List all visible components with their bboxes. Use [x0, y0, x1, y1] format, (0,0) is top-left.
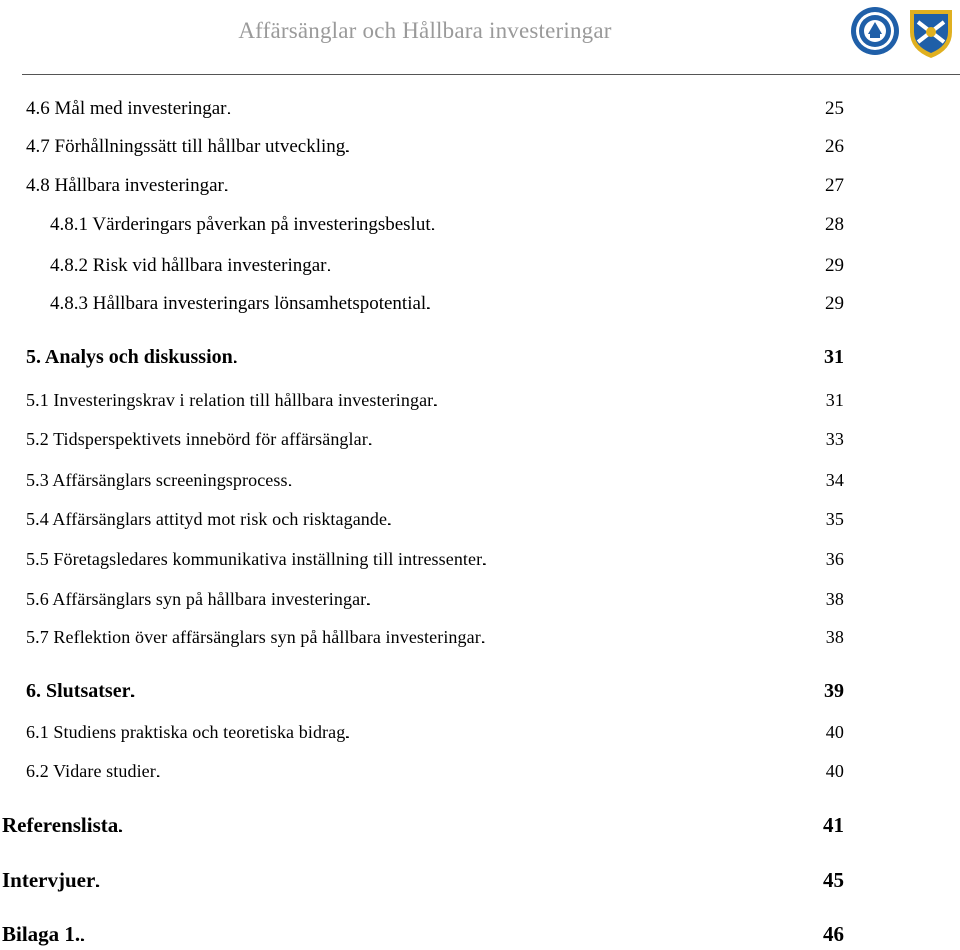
toc-leader-dots: [427, 292, 824, 318]
university-seal-icon: [851, 7, 899, 55]
toc-entry[interactable]: [26, 388, 844, 412]
toc-entry-page: 41: [823, 813, 844, 837]
toc-leader-dots: [131, 679, 823, 706]
toc-entry-page: 34: [825, 470, 844, 490]
toc-entry[interactable]: [26, 587, 844, 611]
toc-leader-dots: [482, 625, 825, 652]
toc-entry-label: Intervjuer: [2, 868, 96, 892]
toc-leader-dots: [81, 922, 822, 950]
toc-leader-dots: [432, 213, 824, 239]
toc-entry[interactable]: [26, 97, 844, 121]
toc-leader-dots: [119, 813, 822, 841]
toc-entry-label: 5.2 Tidsperspektivets innebörd för affärsänglar: [26, 429, 368, 449]
toc-leader-dots: [367, 587, 825, 614]
toc-entry[interactable]: [26, 679, 844, 703]
toc-entry-page: 29: [825, 293, 844, 314]
toc-entry-label: 4.8 Hållbara investeringar: [26, 175, 224, 196]
toc-entry-page: 28: [825, 214, 844, 235]
toc-leader-dots: [369, 427, 825, 454]
toc-leader-dots: [289, 468, 825, 495]
toc-entry[interactable]: [2, 813, 844, 837]
toc-entry-label: 6.2 Vidare studier: [26, 761, 156, 781]
toc-leader-dots: [96, 868, 822, 896]
toc-leader-dots: [157, 759, 825, 786]
toc-entry[interactable]: [26, 174, 844, 198]
toc-entry-label: 4.7 Förhållningssätt till hållbar utveckling: [26, 136, 346, 157]
toc-entry[interactable]: [26, 720, 844, 744]
toc-leader-dots: [388, 507, 825, 534]
toc-entry-page: 38: [825, 627, 844, 647]
toc-entry[interactable]: [26, 507, 844, 531]
toc-entry-label: 5.6 Affärsänglars syn på hållbara investeringar: [26, 589, 367, 609]
toc-entry-label: 5.7 Reflektion över affärsänglars syn på hållbara investeringar: [26, 627, 481, 647]
toc-entry-page: 25: [825, 98, 844, 119]
toc-entry[interactable]: [26, 759, 844, 783]
toc-entry-label: 5.1 Investeringskrav i relation till hållbara investeringar: [26, 390, 434, 410]
toc-entry[interactable]: [2, 922, 844, 946]
toc-entry-label: Referenslista: [2, 813, 119, 837]
toc-leader-dots: [234, 345, 823, 372]
toc-entry-page: 38: [825, 589, 844, 609]
toc-entry[interactable]: [2, 868, 844, 892]
toc-entry-label: 5.4 Affärsänglars attityd mot risk och risktagande: [26, 509, 388, 529]
toc-leader-dots: [346, 135, 824, 161]
toc-entry[interactable]: [26, 135, 844, 159]
toc-entry-label: 5.5 Företagsledares kommunikativa inställning till intressenter: [26, 549, 483, 569]
toc-entry[interactable]: [26, 625, 844, 649]
toc-leader-dots: [225, 174, 824, 200]
toc-leader-dots: [434, 388, 825, 415]
toc-entry[interactable]: [50, 213, 844, 237]
toc-entry-page: 26: [825, 136, 844, 157]
toc-entry-label: 5. Analys och diskussion: [26, 346, 233, 368]
toc-entry-label: 4.8.2 Risk vid hållbara investeringar: [50, 255, 327, 276]
toc-entry-page: 40: [825, 761, 844, 781]
toc-entry-page: 31: [825, 390, 844, 410]
toc-entry[interactable]: [50, 254, 844, 278]
toc-entry[interactable]: [26, 345, 844, 369]
toc-entry-page: 45: [823, 868, 844, 892]
toc-entry-label: 6.1 Studiens praktiska och teoretiska bidrag: [26, 722, 346, 742]
toc-entry[interactable]: [50, 292, 844, 316]
toc-entry-label: 5.3 Affärsänglars screeningsprocess: [26, 470, 288, 490]
toc-leader-dots: [228, 97, 824, 123]
toc-entry-page: 39: [824, 680, 844, 702]
toc-entry-label: 4.8.1 Värderingars påverkan på investeringsbeslut: [50, 214, 431, 235]
toc-entry-label: 4.6 Mål med investeringar: [26, 98, 227, 119]
toc-leader-dots: [483, 547, 825, 574]
toc-entry[interactable]: [26, 547, 844, 571]
toc-entry-page: 46: [823, 922, 844, 946]
toc-entry-page: 29: [825, 255, 844, 276]
toc-entry-page: 40: [825, 722, 844, 742]
header-logos: [848, 2, 960, 60]
header-rule: [22, 74, 960, 75]
toc-entry-page: 27: [825, 175, 844, 196]
toc-leader-dots: [328, 254, 825, 280]
toc-entry[interactable]: [26, 427, 844, 451]
crest-icon: [910, 10, 952, 58]
toc-leader-dots: [346, 720, 824, 747]
header-title: Affärsänglar och Hållbara investeringar: [238, 18, 612, 43]
toc-entry-label: 6. Slutsatser: [26, 680, 131, 702]
toc-entry-label: Bilaga 1.: [2, 922, 81, 946]
toc-entry-label: 4.8.3 Hållbara investeringars lönsamhetspotential: [50, 293, 427, 314]
toc-entry-page: 33: [825, 429, 844, 449]
toc-entry-page: 35: [825, 509, 844, 529]
toc-entry-page: 36: [825, 549, 844, 569]
toc-entry-page: 31: [824, 346, 844, 368]
toc-entry[interactable]: [26, 468, 844, 492]
